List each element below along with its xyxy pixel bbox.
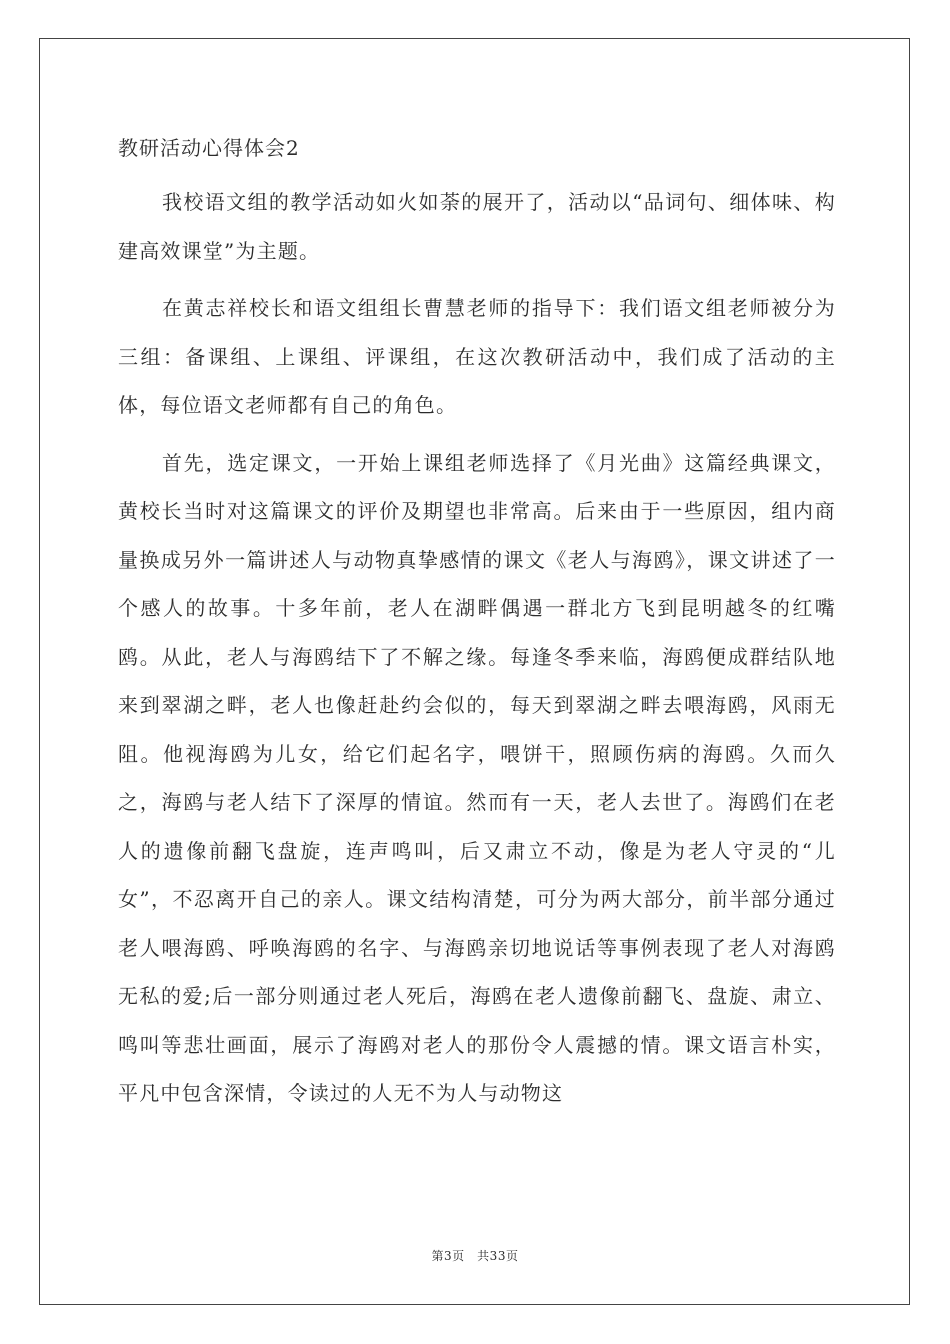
document-title: 教研活动心得体会2 [118,136,300,160]
document-body [118,128,836,1127]
paragraph-2: 在黄志祥校长和语文组组长曹慧老师的指导下：我们语文组老师被分为三组：备课组、上课组、评课组，在这次教研活动中，我们成了活动的主体，每位语文老师都有自己的角色。 [118,296,836,417]
paragraph-3: 首先，选定课文，一开始上课组老师选择了《月光曲》这篇经典课文，黄校长当时对这篇课文的评价及期望也非常高。后来由于一些原因，组内商量换成另外一篇讲述人与动物真挚感情的课文《老人与海鸥》，课文讲述了一个感人的故事。十多年前，老人在湖畔偶遇一群北方飞到昆明越冬的红嘴鸥。从此，老人与海鸥结下了不解之缘。每逢冬季来临，海鸥便成群结队地来到翠湖之畔，老人也像赶赴约会似的，每天到翠湖之畔去喂海鸥，风雨无阻。他视海鸥为儿女，给它们起名字，喂饼干，照顾伤病的海鸥。久而久之，海鸥与老人结下了深厚的情谊。然而有一天，老人去世了。海鸥们在老人的遗像前翻飞盘旋，连声鸣叫，后又肃立不动，像是为老人守灵的“儿女”，不忍离开自己的亲人。课文结构清楚，可分为两大部分，前半部分通过老人喂海鸥、呼唤海鸥的名字、与海鸥亲切地说话等事例表现了老人对海鸥无私的爱;后一部分则通过老人死后，海鸥在老人遗像前翻飞、盘旋、肃立、鸣叫等悲壮画面，展示了海鸥对老人的那份令人震撼的情。课文语言朴实，平凡中包含深情，令读过的人无不为人与动物这 [118,450,836,1105]
page-number-footer: 第3页 共33页 [431,1249,519,1263]
paragraph-1: 我校语文组的教学活动如火如荼的展开了，活动以“品词句、细体味、构建高效课堂”为主题。 [118,190,836,263]
